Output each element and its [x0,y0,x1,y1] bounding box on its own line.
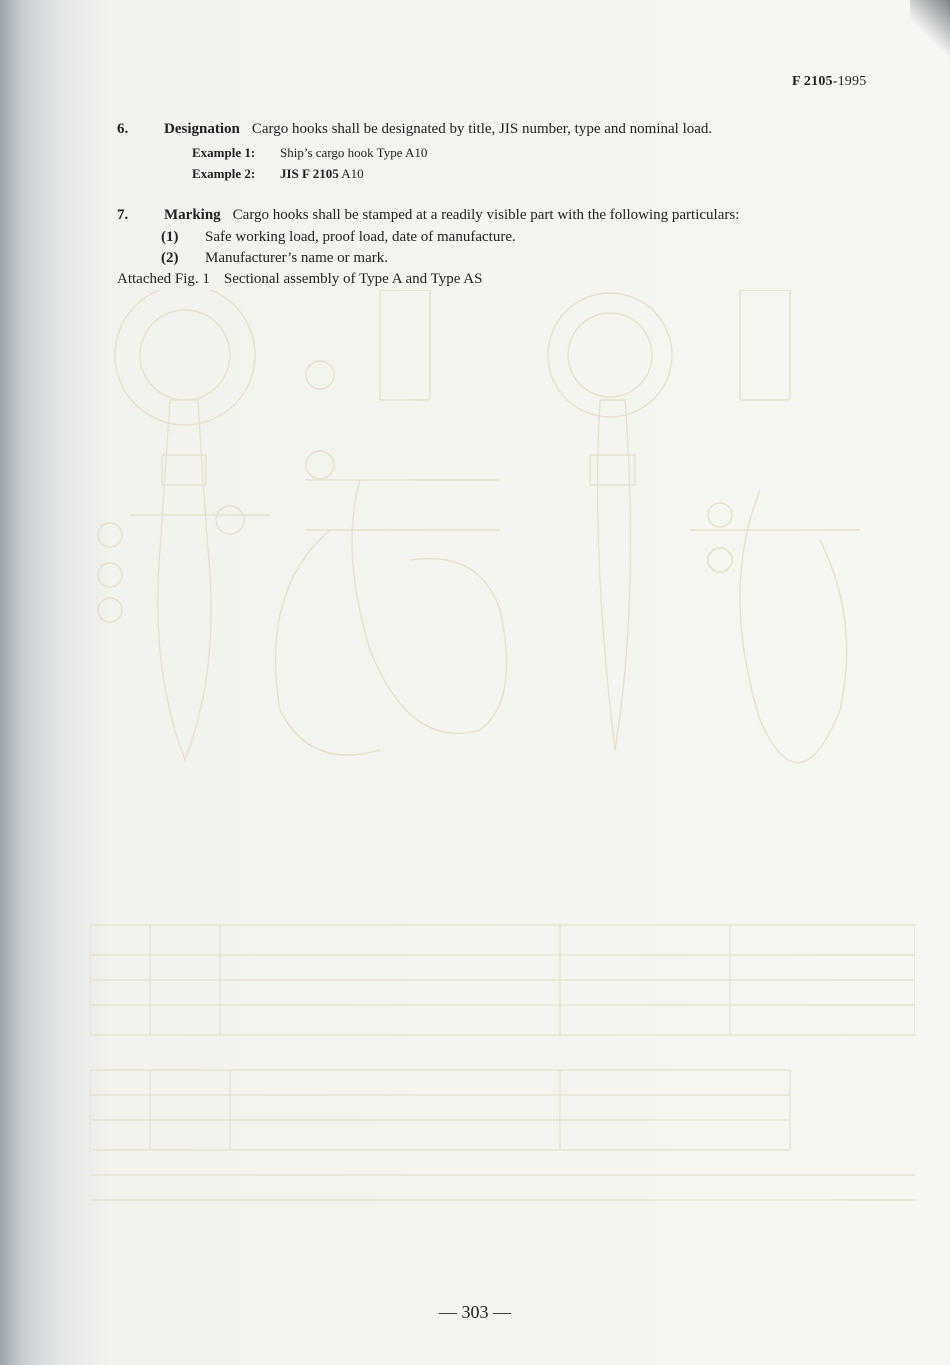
bleed-through-hook-drawing [80,290,920,850]
example-bold-text: JIS F 2105 [280,166,339,181]
figure-label: Attached Fig. 1 [117,271,210,287]
example-2 [192,166,364,182]
item-number: (1) [161,229,179,245]
section-marking [117,207,739,224]
item-text: Safe working load, proof load, date of manufacture. [205,229,516,245]
section-number: 7. [117,207,129,223]
example-text: A10 [338,166,364,181]
section-text: Cargo hooks shall be designated by title, JIS number, type and nominal load. [251,121,713,137]
section-title: Marking [164,207,221,223]
figure-caption [117,271,482,288]
marking-item [161,229,516,246]
section-text: Cargo hooks shall be stamped at a readily visible part with the following particulars: [232,207,740,223]
marking-item [161,250,388,267]
item-number: (2) [161,250,179,266]
section-designation [117,121,712,138]
example-1 [192,145,427,161]
standard-code [792,74,866,90]
item-text: Manufacturer’s name or mark. [205,250,388,266]
example-label: Example 2: [192,166,256,181]
page-corner-shadow [910,0,950,60]
standard-number: F 2105 [792,74,833,89]
example-label: Example 1: [192,145,256,160]
section-title: Designation [164,121,240,137]
page-number: — 303 — [439,1302,511,1322]
example-text: Ship’s cargo hook Type A10 [280,145,428,160]
figure-title: Sectional assembly of Type A and Type AS [223,271,483,287]
section-number: 6. [117,121,129,137]
standard-year: -1995 [832,74,867,89]
bleed-through-tables [90,920,915,1220]
